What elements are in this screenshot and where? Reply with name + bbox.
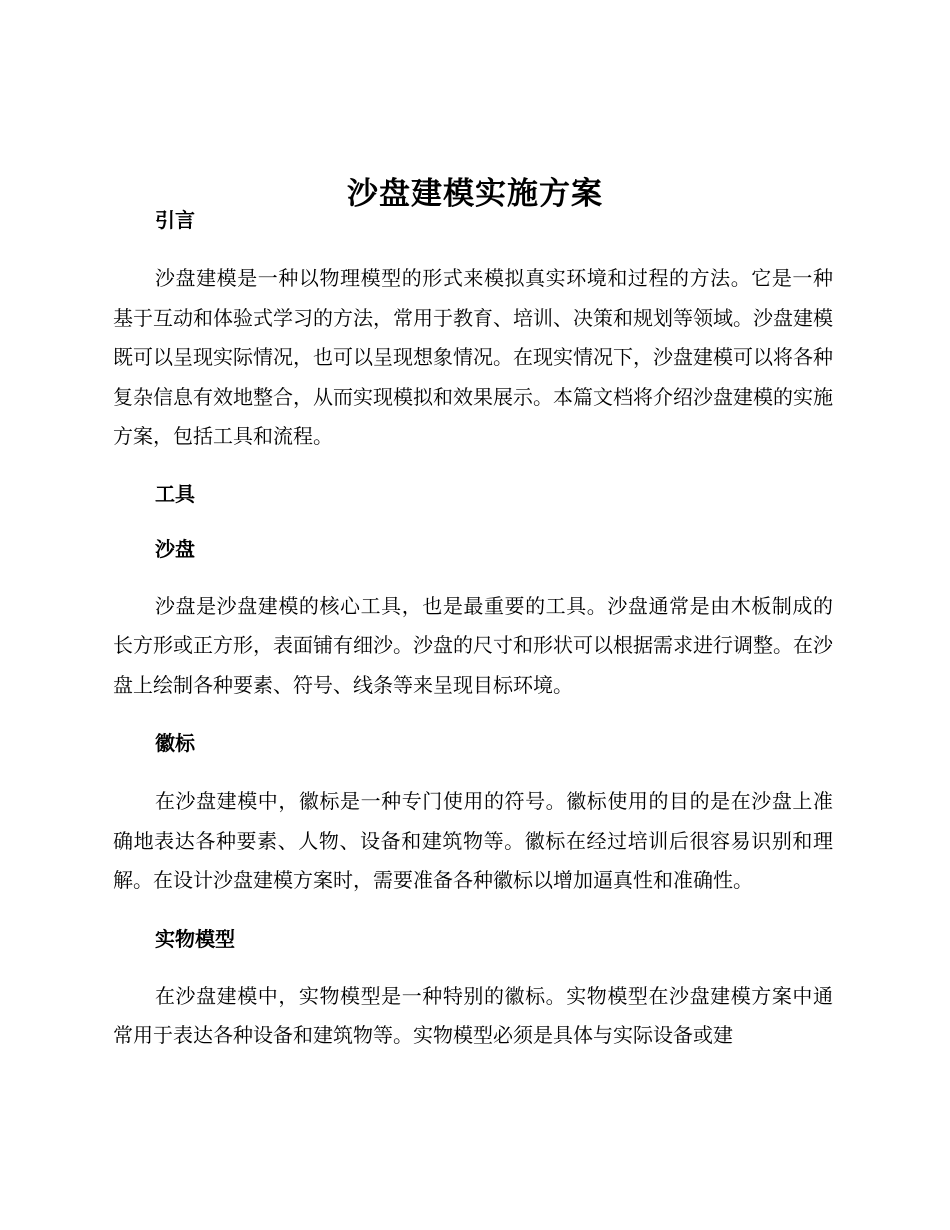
- subsection-heading-emblem: 徽标: [155, 731, 195, 755]
- paragraph-physical-model: 在沙盘建模中，实物模型是一种特别的徽标。实物模型在沙盘建模方案中通常用于表达各种设备和建筑物等。实物模型必须是具体与实际设备或建: [113, 983, 833, 1047]
- subsection-heading-sandtable: 沙盘: [155, 536, 195, 561]
- paragraph-emblem: 在沙盘建模中，徽标是一种专门使用的符号。徽标使用的目的是在沙盘上准确地表达各种要素、人物、设备和建筑物等。徽标在经过培训后很容易识别和理解。在设计沙盘建模方案时，需要准备各种徽标以增加逼真性和准确性。: [113, 789, 833, 892]
- paragraph-intro: 沙盘建模是一种以物理模型的形式来模拟真实环境和过程的方法。它是一种基于互动和体验式学习的方法，常用于教育、培训、决策和规划等领域。沙盘建模既可以呈现实际情况，也可以呈现想象情况。在现实情况下，沙盘建模可以将各种复杂信息有效地整合，从而实现模拟和效果展示。本篇文档将介绍沙盘建模的实施方案，包括工具和流程。: [113, 266, 833, 448]
- document-body: [113, 200, 833, 1056]
- subsection-heading-physical-model: 实物模型: [155, 926, 235, 951]
- document-title: 沙盘建模实施方案: [347, 175, 603, 212]
- section-heading-tools: 工具: [155, 481, 195, 506]
- paragraph-sandtable: 沙盘是沙盘建模的核心工具，也是最重要的工具。沙盘通常是由木板制成的长方形或正方形，表面铺有细沙。沙盘的尺寸和形状可以根据需求进行调整。在沙盘上绘制各种要素、符号、线条等来呈现目标环境。: [113, 593, 833, 697]
- section-heading-intro: 引言: [155, 208, 195, 232]
